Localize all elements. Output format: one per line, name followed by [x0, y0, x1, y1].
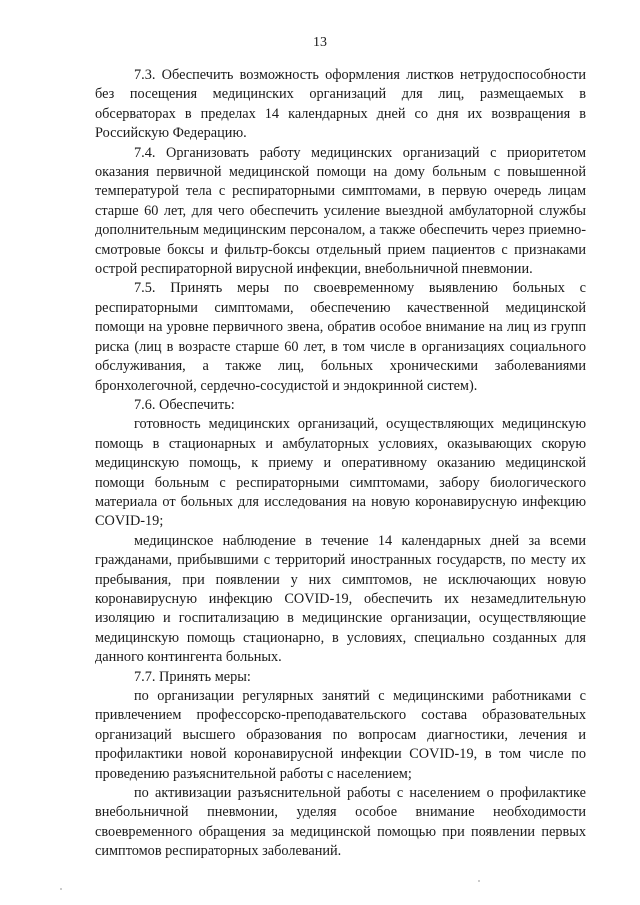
scan-speck — [60, 888, 62, 890]
paragraph-7-6-item-2: медицинское наблюдение в течение 14 календарных дней за всеми гражданами, прибывшими с территорий иностранных государств, по месту их пребывания, при появлении у них симптомов, не исключающих новую коронавирусную инфекцию COVID-19, обеспечить их незамедлительную изоляцию и госпитализацию в медицинские организации, осуществляющие медицинскую помощь стационарно, в условиях, специально созданных для данного контингента больных. — [95, 532, 586, 666]
paragraph-7-6-heading: 7.6. Обеспечить: — [134, 396, 235, 413]
paragraph-7-7-heading: 7.7. Принять меры: — [134, 668, 251, 685]
paragraph-7-4: 7.4. Организовать работу медицинских организаций с приоритетом оказания первичной медицинской помощи на дому больным с повышенной температурой тела с респираторными симптомами, в первую очередь лицам старше 60 лет, для чего обеспечить усиление выездной амбулаторной службы дополнительным медицинским персоналом, а также обеспечить через приемно-смотровые боксы и фильтр-боксы отдельный прием пациентов с признаками острой респираторной вирусной инфекции, внебольничной пневмонии. — [95, 144, 586, 278]
paragraph-7-7-item-2: по активизации разъяснительной работы с населением о профилактике внебольничной пневмонии, уделяя особое внимание необходимости своевременного обращения за медицинской помощью при появлении первых симптомов респираторных заболеваний. — [95, 785, 586, 860]
paragraph-7-7-item-1: по организации регулярных занятий с медицинскими работниками с привлечением профессорско-преподавательского состава образовательных организаций высшего образования по вопросам диагностики, лечения и профилактики новой коронавирусной инфекции COVID-19, в том числе по проведению разъяснительной работы с населением; — [95, 688, 586, 782]
paragraph-7-3: 7.3. Обеспечить возможность оформления листков нетрудоспособности без посещения медицинских организаций для лиц, размещаемых в обсерваторах в пределах 14 календарных дней со дня их возвращения в Российскую Федерацию. — [95, 67, 586, 142]
paragraph-7-5: 7.5. Принять меры по своевременному выявлению больных с респираторными симптомами, обеспечению качественной медицинской помощи на уровне первичного звена, обратив особое внимание на лиц из групп риска (лиц в возрасте старше 60 лет, в том числе в организациях социального обслуживания, а также лиц, больных хроническими заболеваниями бронхолегочной, сердечно-сосудистой и эндокринной систем). — [95, 280, 586, 394]
document-body — [95, 66, 586, 862]
page-number: 13 — [313, 35, 327, 50]
scan-speck — [478, 880, 480, 882]
paragraph-7-6-item-1: готовность медицинских организаций, осуществляющих медицинскую помощь в стационарных и амбулаторных условиях, оказывающих скорую медицинскую помощь, к приему и оперативному оказанию медицинской помощи больным с респираторными симптомами, забору биологического материала от больных для исследования на новую коронавирусную инфекцию COVID-19; — [95, 416, 586, 530]
